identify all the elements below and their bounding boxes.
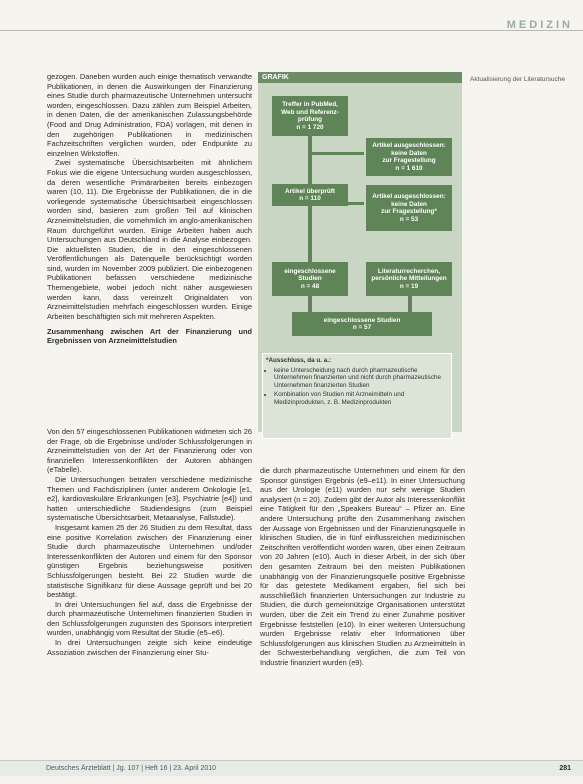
note-title: *Ausschluss, da u. a.: bbox=[266, 357, 332, 364]
box-line: keine Daten bbox=[391, 200, 427, 208]
box-line: n = 48 bbox=[300, 282, 320, 290]
box-line: Artikel überprüft bbox=[284, 187, 336, 195]
box-excluded-1 bbox=[366, 138, 452, 176]
box-line: Studien bbox=[298, 275, 322, 283]
box-line: zur Fragestellung* bbox=[381, 208, 437, 215]
paragraph: Die Untersuchungen betrafen verschiedene medizinische Themen und Fachdisziplinen (unter anderem Onkologie [e1, e2], kardiovaskuläre Erkrankungen [e3], Psychiatrie [e4]) und hatten unterschiedliche Studiendesigns (zum Beispiel systematische Übersichtsarbeit, Metaanalyse, Fallstudie). bbox=[47, 474, 252, 523]
box-line: Literaturrecherchen, bbox=[377, 267, 441, 275]
box-literature-search bbox=[366, 262, 452, 296]
paragraph: In drei Untersuchungen zeigte sich keine eindeutige Assoziation zwischen der Finanzierung einer Stu- bbox=[47, 638, 252, 657]
arrow-down bbox=[308, 206, 312, 262]
journal-info: Deutsches Ärzteblatt | Jg. 107 | Heft 16 | 23. April 2010 bbox=[46, 765, 217, 772]
box-line: prüfung bbox=[297, 116, 323, 123]
paragraph: Zwei systematische Übersichtsarbeiten mit ähnlichem Fokus wie die eigene Untersuchung wurden ausgeschlossen, da deren wesentliche Primärarbeiten bereits einbezogen waren (10, 11). Die Ergebnisse der Publikationen, die in die vorliegende systematische Übersichtsarbeit eingeschlossen worden sind, basieren zum großen Teil auf klinischen Arzneimittelstudien, die vornehmlich im anglo-amerikanischen Raum durchgeführt wurden. Einige Arbeiten haben auch Untersuchungen aus Deutschland in die Analyse einbezogen. Die aktuellsten Studien, die in den eingeschlossenen Veröffentlichungen als Datenquelle berücksichtigt worden sind, wurden im November 2009 publiziert. Die einbezogenen Publikationen befassen verschiedene medizinische Themengebiete, wobei jedoch nicht näher ausgewiesen werden kann, dass vereinzelt Originaldaten von Arzneimittelstudien mehrfach eingeschlossen wurden. Einige Arbeiten beschäftigten sich mit mehreren Aspekten. bbox=[47, 158, 252, 321]
page-footer bbox=[0, 760, 583, 776]
box-line: n = 53 bbox=[399, 215, 419, 223]
arrow-down bbox=[308, 136, 312, 184]
note-item: • Kombination von Studien mit Arzneimitteln und Medizinprodukten, z. B. Medizinprodukten bbox=[274, 391, 448, 406]
section-label: MEDIZIN bbox=[506, 19, 573, 31]
arrow-right bbox=[312, 152, 364, 155]
box-line: n = 110 bbox=[299, 195, 321, 202]
box-line: Web und Referenz- bbox=[281, 108, 339, 116]
note-item: • keine Unterscheidung nach durch pharmazeutische Unternehmen finanzierten und nicht durch pharmazeutische Unternehmen finanzierten Studien bbox=[274, 367, 448, 390]
header-rule bbox=[0, 30, 583, 31]
arrow-down bbox=[308, 296, 312, 312]
figure-caption: Aktualisierung der Literatursuche bbox=[470, 76, 566, 83]
box-line: eingeschlossene bbox=[284, 267, 336, 275]
box-search-hits bbox=[272, 96, 348, 136]
text-column-bottom-left bbox=[47, 427, 252, 657]
box-line: persönliche Mitteilungen bbox=[371, 275, 447, 283]
text-column-bottom-right bbox=[260, 466, 465, 667]
box-line: n = 19 bbox=[399, 282, 419, 290]
figure-title: GRAFIK bbox=[258, 72, 462, 83]
box-line: eingeschlossene Studien bbox=[323, 316, 401, 324]
text-column-top-left bbox=[47, 72, 252, 346]
box-line: Artikel ausgeschlossen: bbox=[372, 142, 446, 149]
box-final-studies bbox=[292, 312, 432, 336]
box-line: Treffer in PubMed, bbox=[282, 101, 338, 108]
arrow-right bbox=[312, 202, 364, 205]
box-line: keine Daten bbox=[391, 149, 427, 157]
page-number: 281 bbox=[559, 765, 571, 772]
paragraph: In drei Untersuchungen fiel auf, dass die Ergebnisse der durch pharmazeutische Unternehmen finanzierten Studien in den Schlussfolgerungen zugunsten des Sponsors interpretiert wurden, unabhängig vom Resultat der Studie (e5–e6). bbox=[47, 599, 252, 638]
flowchart-figure bbox=[258, 72, 462, 432]
arrow-down bbox=[408, 296, 412, 312]
box-line: n = 57 bbox=[352, 324, 372, 331]
box-excluded-2 bbox=[366, 185, 452, 231]
paragraph: gezogen. Daneben wurden auch einige thematisch verwandte Publikationen, in denen die Auswirkungen der Finanzierung eines Studie durch pharmazeutische Unternehmen untersucht worden, eingeschlossen. Dazu zählen zum Beispiel Arbeiten, in denen Daten, die der amerikanischen Zulassungsbehörde (Food and Drug Administration, FDA) vorlagen, mit denen in den zugehörigen Publikationen in medizinischen Fachzeitschriften verglichen wurden, oder Endpunkte zu einzelnen Wirkstoffen. bbox=[47, 72, 252, 158]
section-heading: Zusammenhang zwischen Art der Finanzierung und Ergebnissen von Arzneimittelstudien bbox=[47, 327, 252, 346]
box-line: zur Fragestellung bbox=[382, 157, 436, 164]
box-line: n = 1 610 bbox=[395, 164, 423, 172]
box-line: n = 1 720 bbox=[296, 123, 324, 131]
paragraph: Insgesamt kamen 25 der 26 Studien zu dem Resultat, dass eine positive Korrelation zwischen der Finanzierung einer Studie durch pharmazeutische Unternehmen und/oder Interessenkonflikten der Autoren und einem für den Sponsor günstigen Ergebnis beziehungsweise positiven Schlussfolgerungen besteht. Bei 22 Studien wurde die statistische Signifikanz für diese Aussage geprüft und bei 20 bestätigt. bbox=[47, 522, 252, 600]
paragraph: Von den 57 eingeschlossenen Publikationen widmeten sich 26 der Frage, ob die Ergebnisse und/oder Schlussfolgerungen in Arzneimittelstudien von der Art der Finanzierung oder von finanziellen Interessenkonflikten der Autoren abhängen (eTabelle). bbox=[47, 427, 252, 475]
box-line: Artikel ausgeschlossen: bbox=[372, 193, 446, 200]
exclusion-note bbox=[262, 353, 452, 439]
paragraph: die durch pharmazeutische Unternehmen und einem für den Sponsor günstigen Ergebnis (e9–e11). In einer Untersuchung aus der Urologie (e11) wurden nur sehr wenige Studien analysiert (n = 20). Zudem gibt der Autor als Interessenkonflikt eine Tätigkeit für den „Speakers Bureau“ – Pfizer an. Eine andere Untersuchung prüfte den Zusammenhang zwischen der Aussage von Ergebnissen und der Finanzierungsquelle in klinischen Studien, die in fünf einflussreichen medizinischen Zeitschriften veröffentlicht worden waren, über einen Zeitraum von 20 Jahren (e10). Auch in dieser Arbeit, in der sich über den gesamten Zeitraum bei den meisten Publikationen unabhängig von der Finanzierungsquelle positive Ergebnisse für das getestete Medikament ergaben, fiel sich bei ausschließlich finanzierten Untersuchungen zur Industrie zu Studien, die durch gemeinnützige Organisationen unterstützt wurden, über die Zeit ein Trend zu einer Zunahme positiver Ergebnisse feststellen (e10). In einer weiteren Untersuchung wurden Ergebnisse relativ eher Informationen über Schlussfolgerungen aus klinischen Studien zu Arzneimitteln in der Schwesterbehandlung verglichen, die zum Teil von Industrie finanziert wurden (e9). bbox=[260, 466, 465, 667]
box-included-studies bbox=[272, 262, 348, 296]
